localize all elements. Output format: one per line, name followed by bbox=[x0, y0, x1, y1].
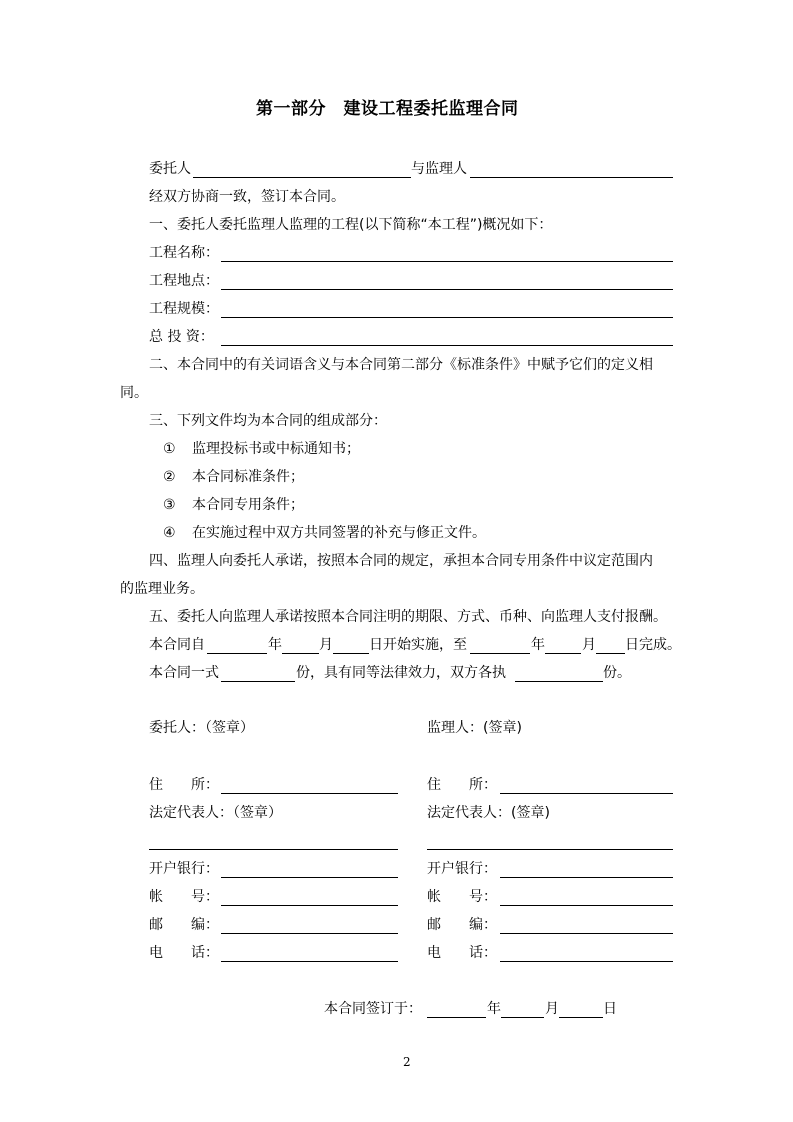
start-year-line[interactable] bbox=[207, 653, 267, 654]
clause-2-line-2: 同。 bbox=[120, 385, 148, 401]
period-start: 日开始实施，至 bbox=[369, 637, 467, 653]
client-bank-line[interactable] bbox=[221, 877, 398, 878]
supervisor-rep-line[interactable] bbox=[427, 849, 673, 850]
copies-each-line[interactable] bbox=[515, 681, 603, 682]
signing-day: 日 bbox=[603, 1001, 617, 1017]
client-phone-label: 电 话： bbox=[149, 945, 219, 961]
project-scale-label: 工程规模： bbox=[149, 301, 219, 317]
supervisor-rep-label: 法定代表人：(签章) bbox=[427, 805, 550, 821]
client-account-label: 帐 号： bbox=[149, 889, 219, 905]
copies-suffix: 份。 bbox=[603, 665, 631, 681]
client-name-line[interactable] bbox=[193, 177, 411, 178]
supervisor-account-line[interactable] bbox=[500, 905, 673, 906]
client-phone-line[interactable] bbox=[221, 961, 398, 962]
period-prefix: 本合同自 bbox=[149, 637, 205, 653]
supervisor-address-label: 住 所： bbox=[427, 777, 497, 793]
start-day-line[interactable] bbox=[333, 653, 369, 654]
agreement-text: 经双方协商一致，签订本合同。 bbox=[149, 189, 345, 205]
page-number: 2 bbox=[403, 1055, 411, 1069]
period-year: 年 bbox=[268, 637, 282, 653]
project-scale-line[interactable] bbox=[221, 317, 673, 318]
supervisor-postcode-label: 邮 编： bbox=[427, 917, 497, 933]
client-postcode-line[interactable] bbox=[221, 933, 398, 934]
client-account-line[interactable] bbox=[221, 905, 398, 906]
client-address-label: 住 所： bbox=[149, 777, 219, 793]
supervisor-bank-label: 开户银行： bbox=[427, 861, 497, 877]
client-rep-label: 法定代表人：（签章） bbox=[149, 805, 282, 821]
supervisor-address-line[interactable] bbox=[500, 793, 673, 794]
supervisor-account-label: 帐 号： bbox=[427, 889, 497, 905]
supervisor-seal-label: 监理人：(签章) bbox=[427, 720, 522, 736]
supervisor-phone-line[interactable] bbox=[500, 961, 673, 962]
period-month-2: 月 bbox=[582, 637, 596, 653]
doc-item-3-text: 本合同专用条件； bbox=[192, 497, 304, 513]
clause-5-text: 五、委托人向监理人承诺按照本合同注明的期限、方式、币种、向监理人支付报酬。 bbox=[149, 609, 667, 625]
signing-day-line[interactable] bbox=[559, 1017, 603, 1018]
end-day-line[interactable] bbox=[596, 653, 625, 654]
period-month: 月 bbox=[319, 637, 333, 653]
end-year-line[interactable] bbox=[470, 653, 530, 654]
doc-item-4-num: ④ bbox=[163, 525, 176, 541]
doc-item-2-num: ② bbox=[163, 469, 176, 485]
client-postcode-label: 邮 编： bbox=[149, 917, 219, 933]
clause-1-text: 一、委托人委托监理人监理的工程(以下简称“本工程”)概况如下： bbox=[149, 217, 553, 233]
copies-prefix: 本合同一式 bbox=[149, 665, 219, 681]
project-name-line[interactable] bbox=[221, 261, 673, 262]
project-name-label: 工程名称： bbox=[149, 245, 219, 261]
doc-item-2-text: 本合同标准条件； bbox=[192, 469, 304, 485]
supervisor-bank-line[interactable] bbox=[500, 877, 673, 878]
doc-item-1-text: 监理投标书或中标通知书； bbox=[192, 441, 360, 457]
client-address-line[interactable] bbox=[221, 793, 398, 794]
signing-prefix: 本合同签订于： bbox=[324, 1001, 422, 1017]
start-month-line[interactable] bbox=[282, 653, 319, 654]
signing-month-line[interactable] bbox=[501, 1017, 544, 1018]
signing-year: 年 bbox=[487, 1001, 501, 1017]
page-title: 第一部分 建设工程委托监理合同 bbox=[256, 99, 519, 119]
doc-item-3-num: ③ bbox=[163, 497, 176, 513]
client-label: 委托人 bbox=[149, 161, 191, 177]
supervisor-name-line[interactable] bbox=[470, 177, 673, 178]
client-bank-label: 开户银行： bbox=[149, 861, 219, 877]
doc-item-1-num: ① bbox=[163, 441, 176, 457]
supervisor-postcode-line[interactable] bbox=[500, 933, 673, 934]
project-location-line[interactable] bbox=[221, 289, 673, 290]
signing-year-line[interactable] bbox=[427, 1017, 486, 1018]
client-rep-line[interactable] bbox=[149, 849, 398, 850]
copies-total-line[interactable] bbox=[221, 681, 295, 682]
supervisor-label: 与监理人 bbox=[411, 161, 467, 177]
total-investment-label: 总 投 资： bbox=[149, 329, 214, 345]
clause-4-line-2: 的监理业务。 bbox=[120, 581, 204, 597]
supervisor-phone-label: 电 话： bbox=[427, 945, 497, 961]
clause-4-line-1: 四、监理人向委托人承诺，按照本合同的规定，承担本合同专用条件中议定范围内 bbox=[149, 553, 653, 569]
copies-mid: 份，具有同等法律效力，双方各执 bbox=[296, 665, 506, 681]
end-month-line[interactable] bbox=[545, 653, 581, 654]
clause-2-line-1: 二、本合同中的有关词语含义与本合同第二部分《标准条件》中赋予它们的定义相 bbox=[149, 357, 653, 373]
clause-3-text: 三、下列文件均为本合同的组成部分： bbox=[149, 413, 387, 429]
client-seal-label: 委托人：（签章） bbox=[149, 720, 254, 736]
signing-month: 月 bbox=[545, 1001, 559, 1017]
doc-item-4-text: 在实施过程中双方共同签署的补充与修正文件。 bbox=[192, 525, 486, 541]
project-location-label: 工程地点： bbox=[149, 273, 219, 289]
period-year-2: 年 bbox=[531, 637, 545, 653]
total-investment-line[interactable] bbox=[221, 345, 673, 346]
period-end: 日完成。 bbox=[625, 637, 681, 653]
